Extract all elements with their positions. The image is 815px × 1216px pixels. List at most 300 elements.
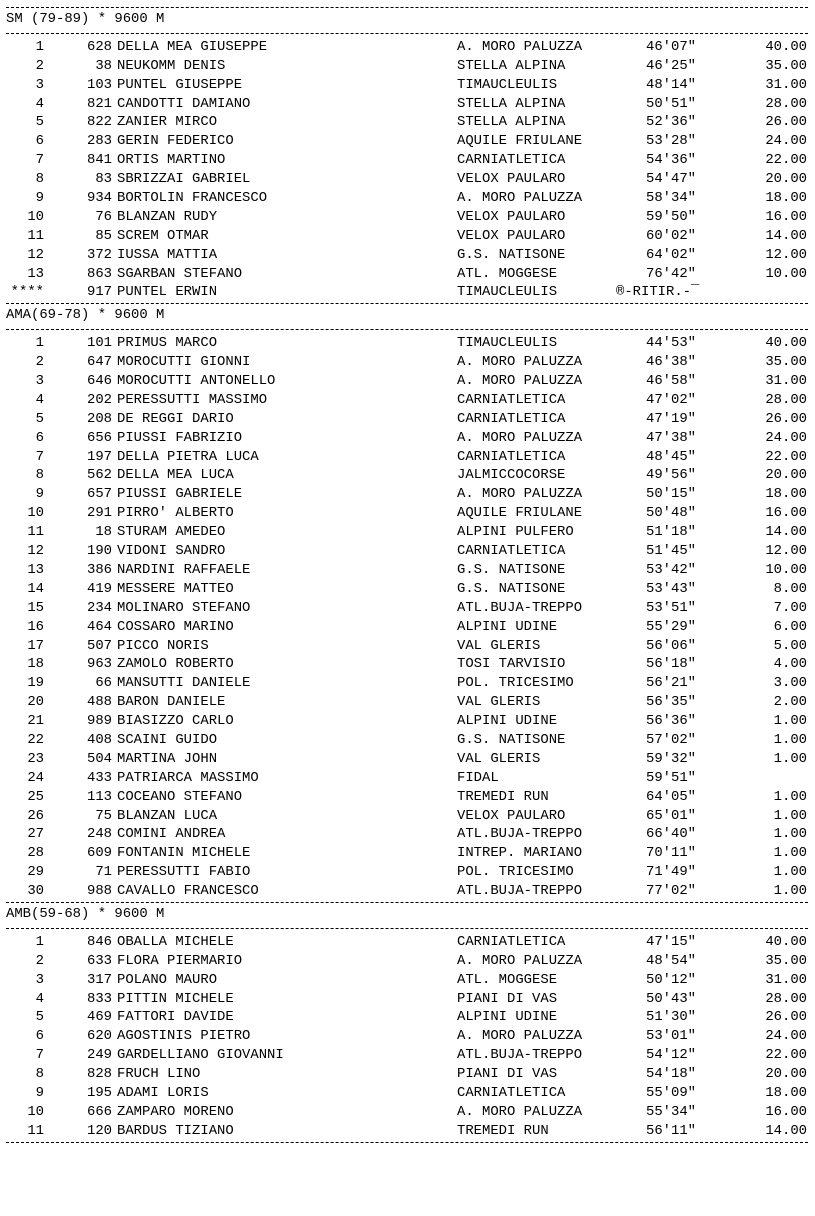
- cell-team: TREMEDI RUN: [457, 1122, 549, 1139]
- cell-rank: 22: [27, 731, 44, 748]
- cell-team: TOSI TARVISIO: [457, 656, 566, 673]
- table-row: [6, 1084, 811, 1103]
- cell-name: GERIN FEDERICO: [117, 133, 234, 150]
- cell-team: STELLA ALPINA: [457, 95, 566, 112]
- cell-name: AGOSTINIS PIETRO: [117, 1028, 251, 1045]
- cell-rank: 15: [27, 599, 44, 616]
- cell-team: AQUILE FRIULANE: [457, 133, 583, 150]
- cell-pts: 1.00: [773, 845, 807, 862]
- cell-name: PIUSSI GABRIELE: [117, 486, 243, 503]
- cell-bib: 76: [95, 208, 112, 225]
- table-row: [6, 712, 811, 731]
- cell-pts: 22.00: [765, 448, 807, 465]
- cell-bib: 917: [86, 284, 112, 301]
- cell-team: A. MORO PALUZZA: [457, 1028, 583, 1045]
- cell-bib: 408: [86, 731, 112, 748]
- cell-time: 76'42": [646, 265, 697, 282]
- table-row: [6, 750, 811, 769]
- cell-bib: 249: [86, 1047, 112, 1064]
- cell-time: 46'07": [646, 38, 697, 55]
- cell-rank: 7: [35, 1047, 44, 1064]
- cell-bib: 103: [86, 76, 112, 93]
- cell-rank: 2: [35, 952, 44, 969]
- cell-bib: 846: [86, 933, 112, 950]
- table-row: [6, 189, 811, 208]
- cell-team: ATL. MOGGESE: [457, 265, 558, 282]
- cell-pts: 20.00: [765, 171, 807, 188]
- cell-name: ZAMPARO MORENO: [117, 1103, 234, 1120]
- cell-time: 70'11": [646, 845, 697, 862]
- cell-name: BARON DANIELE: [117, 694, 226, 711]
- cell-time: 52'36": [646, 114, 697, 131]
- cell-team: VELOX PAULARO: [457, 227, 566, 244]
- cell-bib: 833: [86, 990, 112, 1007]
- cell-rank: 4: [35, 391, 44, 408]
- cell-team: A. MORO PALUZZA: [457, 354, 583, 371]
- cell-pts: 3.00: [773, 675, 807, 692]
- cell-bib: 433: [86, 769, 112, 786]
- cell-pts: 22.00: [765, 152, 807, 169]
- cell-pts: 20.00: [765, 1066, 807, 1083]
- cell-time: 56'18": [646, 656, 697, 673]
- cell-bib: 469: [86, 1009, 112, 1026]
- cell-team: ATL.BUJA-TREPPO: [457, 599, 583, 616]
- cell-bib: 863: [86, 265, 112, 282]
- cell-rank: 8: [35, 1066, 44, 1083]
- cell-pts: 4.00: [773, 656, 807, 673]
- cell-bib: 464: [86, 618, 112, 635]
- cell-name: ADAMI LORIS: [117, 1084, 209, 1101]
- cell-name: COSSARO MARINO: [117, 618, 234, 635]
- cell-rank: 3: [35, 373, 44, 390]
- cell-bib: 234: [86, 599, 112, 616]
- cell-time: 48'45": [646, 448, 697, 465]
- cell-name: DE REGGI DARIO: [117, 410, 234, 427]
- cell-time: 47'02": [646, 391, 697, 408]
- cell-bib: 38: [95, 57, 112, 74]
- cell-bib: 963: [86, 656, 112, 673]
- table-row: [6, 57, 811, 76]
- cell-rank: 10: [27, 1103, 44, 1120]
- cell-team: A. MORO PALUZZA: [457, 486, 583, 503]
- cell-team: ALPINI UDINE: [457, 1009, 558, 1026]
- cell-rank: 9: [35, 486, 44, 503]
- cell-time: 65'01": [646, 807, 697, 824]
- cell-team: ATL.BUJA-TREPPO: [457, 826, 583, 843]
- cell-time: 48'14": [646, 76, 697, 93]
- cell-rank: 1: [35, 335, 44, 352]
- cell-rank: 19: [27, 675, 44, 692]
- cell-time: 56'35": [646, 694, 697, 711]
- table-row: [6, 38, 811, 57]
- table-row: [6, 76, 811, 95]
- cell-rank: 25: [27, 788, 44, 805]
- cell-pts: 18.00: [765, 190, 807, 207]
- table-row: [6, 485, 811, 504]
- cell-pts: 31.00: [765, 971, 807, 988]
- cell-team: POL. TRICESIMO: [457, 675, 574, 692]
- cell-bib: 283: [86, 133, 112, 150]
- table-row: [6, 504, 811, 523]
- cell-rank: 4: [35, 95, 44, 112]
- cell-rank: 27: [27, 826, 44, 843]
- table-row: [6, 208, 811, 227]
- cell-rank: 14: [27, 580, 44, 597]
- cell-bib: 488: [86, 694, 112, 711]
- cell-rank: 3: [35, 76, 44, 93]
- cell-team: PIANI DI VAS: [457, 990, 558, 1007]
- cell-rank: 11: [27, 227, 44, 244]
- cell-time: 54'18": [646, 1066, 697, 1083]
- table-row: [6, 599, 811, 618]
- cell-rank: 13: [27, 561, 44, 578]
- cell-time: 59'50": [646, 208, 697, 225]
- cell-team: ALPINI UDINE: [457, 618, 558, 635]
- cell-team: TIMAUCLEULIS: [457, 284, 558, 301]
- table-row: [6, 844, 811, 863]
- table-row: [6, 246, 811, 265]
- table-row: [6, 952, 811, 971]
- cell-time: 53'28": [646, 133, 697, 150]
- cell-team: TREMEDI RUN: [457, 788, 549, 805]
- cell-rank: 1: [35, 933, 44, 950]
- cell-pts: 1.00: [773, 750, 807, 767]
- cell-time: 54'47": [646, 171, 697, 188]
- cell-time: 56'06": [646, 637, 697, 654]
- cell-time: 56'21": [646, 675, 697, 692]
- cell-rank: 1: [35, 38, 44, 55]
- cell-bib: 208: [86, 410, 112, 427]
- cell-name: BLANZAN LUCA: [117, 807, 218, 824]
- table-row: [6, 132, 811, 151]
- cell-time: 50'43": [646, 990, 697, 1007]
- cell-time: 64'05": [646, 788, 697, 805]
- cell-team: VELOX PAULARO: [457, 208, 566, 225]
- cell-time: 56'11": [646, 1122, 697, 1139]
- table-row: [6, 523, 811, 542]
- cell-pts: 8.00: [773, 580, 807, 597]
- cell-team: A. MORO PALUZZA: [457, 1103, 583, 1120]
- table-row: [6, 1103, 811, 1122]
- table-row: [6, 372, 811, 391]
- cell-pts: 40.00: [765, 933, 807, 950]
- section-title: AMA(69-78) * 9600 M: [6, 307, 165, 324]
- cell-time: 60'02": [646, 227, 697, 244]
- cell-name: FONTANIN MICHELE: [117, 845, 251, 862]
- cell-time: 46'25": [646, 57, 697, 74]
- cell-bib: 989: [86, 713, 112, 730]
- cell-team: A. MORO PALUZZA: [457, 373, 583, 390]
- table-row: [6, 693, 811, 712]
- cell-team: VELOX PAULARO: [457, 807, 566, 824]
- cell-pts: 6.00: [773, 618, 807, 635]
- cell-pts: 28.00: [765, 95, 807, 112]
- cell-pts: 1.00: [773, 864, 807, 881]
- table-row: [6, 863, 811, 882]
- cell-bib: 75: [95, 807, 112, 824]
- cell-time: 59'51": [646, 769, 697, 786]
- cell-name: SCAINI GUIDO: [117, 731, 218, 748]
- cell-name: PIRRO' ALBERTO: [117, 505, 234, 522]
- cell-name: OBALLA MICHELE: [117, 933, 234, 950]
- cell-pts: 35.00: [765, 952, 807, 969]
- cell-bib: 248: [86, 826, 112, 843]
- cell-rank: 10: [27, 208, 44, 225]
- cell-time: 53'43": [646, 580, 697, 597]
- cell-rank: 9: [35, 190, 44, 207]
- cell-rank: 7: [35, 152, 44, 169]
- table-row: [6, 807, 811, 826]
- cell-time: 55'09": [646, 1084, 697, 1101]
- cell-bib: 504: [86, 750, 112, 767]
- cell-team: INTREP. MARIANO: [457, 845, 583, 862]
- cell-team: STELLA ALPINA: [457, 57, 566, 74]
- cell-rank: ****: [10, 284, 44, 301]
- table-row: [6, 391, 811, 410]
- cell-bib: 507: [86, 637, 112, 654]
- cell-name: MOROCUTTI ANTONELLO: [117, 373, 276, 390]
- cell-team: FIDAL: [457, 769, 499, 786]
- cell-pts: 2.00: [773, 694, 807, 711]
- table-row: [6, 1065, 811, 1084]
- cell-bib: 71: [95, 864, 112, 881]
- cell-time: 54'36": [646, 152, 697, 169]
- cell-name: PERESSUTTI MASSIMO: [117, 391, 268, 408]
- cell-time: 55'29": [646, 618, 697, 635]
- table-row: [6, 933, 811, 952]
- cell-name: DELLA MEA LUCA: [117, 467, 234, 484]
- cell-rank: 3: [35, 971, 44, 988]
- cell-team: ATL. MOGGESE: [457, 971, 558, 988]
- cell-rank: 20: [27, 694, 44, 711]
- cell-bib: 202: [86, 391, 112, 408]
- cell-bib: 197: [86, 448, 112, 465]
- cell-time: 58'34": [646, 190, 697, 207]
- cell-bib: 195: [86, 1084, 112, 1101]
- cell-pts: 18.00: [765, 1084, 807, 1101]
- table-row: [6, 1008, 811, 1027]
- cell-name: POLANO MAURO: [117, 971, 218, 988]
- cell-bib: 190: [86, 543, 112, 560]
- cell-time: 47'15": [646, 933, 697, 950]
- cell-team: G.S. NATISONE: [457, 561, 566, 578]
- cell-rank: 26: [27, 807, 44, 824]
- cell-rank: 8: [35, 467, 44, 484]
- cell-name: NEUKOMM DENIS: [117, 57, 226, 74]
- cell-time: 47'38": [646, 429, 697, 446]
- cell-bib: 386: [86, 561, 112, 578]
- cell-time: 59'32": [646, 750, 697, 767]
- cell-team: PIANI DI VAS: [457, 1066, 558, 1083]
- table-row: [6, 637, 811, 656]
- table-row: [6, 466, 811, 485]
- table-row: [6, 788, 811, 807]
- cell-bib: 291: [86, 505, 112, 522]
- cell-time: 50'51": [646, 95, 697, 112]
- table-row: [6, 265, 811, 284]
- cell-rank: 11: [27, 1122, 44, 1139]
- cell-team: JALMICCOCORSE: [457, 467, 566, 484]
- cell-rank: 29: [27, 864, 44, 881]
- cell-pts: 24.00: [765, 1028, 807, 1045]
- cell-team: POL. TRICESIMO: [457, 864, 574, 881]
- cell-pts: 14.00: [765, 1122, 807, 1139]
- cell-time: 50'48": [646, 505, 697, 522]
- cell-team: VAL GLERIS: [457, 750, 541, 767]
- cell-name: DELLA MEA GIUSEPPE: [117, 38, 268, 55]
- table-row: [6, 990, 811, 1009]
- cell-name: IUSSA MATTIA: [117, 246, 218, 263]
- cell-team: ALPINI UDINE: [457, 713, 558, 730]
- cell-time: 49'56": [646, 467, 697, 484]
- cell-name: PERESSUTTI FABIO: [117, 864, 251, 881]
- cell-team: G.S. NATISONE: [457, 731, 566, 748]
- cell-name: SGARBAN STEFANO: [117, 265, 243, 282]
- cell-bib: 85: [95, 227, 112, 244]
- cell-pts: 35.00: [765, 57, 807, 74]
- cell-time: 64'02": [646, 246, 697, 263]
- cell-name: COCEANO STEFANO: [117, 788, 243, 805]
- sections-container: [6, 8, 811, 1143]
- cell-pts: 16.00: [765, 1103, 807, 1120]
- cell-team: TIMAUCLEULIS: [457, 76, 558, 93]
- cell-rank: 12: [27, 246, 44, 263]
- table-row: [6, 580, 811, 599]
- cell-bib: 666: [86, 1103, 112, 1120]
- cell-time: 51'30": [646, 1009, 697, 1026]
- cell-rank: 11: [27, 524, 44, 541]
- cell-team: CARNIATLETICA: [457, 933, 566, 950]
- cell-team: STELLA ALPINA: [457, 114, 566, 131]
- cell-time: 48'54": [646, 952, 697, 969]
- cell-pts: 26.00: [765, 410, 807, 427]
- cell-pts: 31.00: [765, 373, 807, 390]
- cell-time: 51'45": [646, 543, 697, 560]
- cell-rank: 7: [35, 448, 44, 465]
- cell-team: CARNIATLETICA: [457, 391, 566, 408]
- cell-bib: 628: [86, 38, 112, 55]
- cell-bib: 18: [95, 524, 112, 541]
- cell-pts: 14.00: [765, 524, 807, 541]
- table-row: [6, 227, 811, 246]
- cell-name: STURAM AMEDEO: [117, 524, 226, 541]
- cell-rank: 9: [35, 1084, 44, 1101]
- table-row: [6, 95, 811, 114]
- cell-bib: 113: [86, 788, 112, 805]
- cell-rank: 21: [27, 713, 44, 730]
- table-row: [6, 542, 811, 561]
- cell-rank: 6: [35, 429, 44, 446]
- cell-rank: 8: [35, 171, 44, 188]
- table-row: [6, 151, 811, 170]
- cell-name: PICCO NORIS: [117, 637, 209, 654]
- cell-pts: 20.00: [765, 467, 807, 484]
- cell-pts: 1.00: [773, 731, 807, 748]
- table-row: [6, 429, 811, 448]
- cell-bib: 120: [86, 1122, 112, 1139]
- cell-team: A. MORO PALUZZA: [457, 429, 583, 446]
- cell-team: A. MORO PALUZZA: [457, 38, 583, 55]
- cell-rank: 12: [27, 543, 44, 560]
- cell-time: 53'42": [646, 561, 697, 578]
- cell-name: PIUSSI FABRIZIO: [117, 429, 243, 446]
- cell-note: ®-RITIR.-¯: [616, 284, 700, 301]
- cell-pts: 16.00: [765, 505, 807, 522]
- cell-name: MOROCUTTI GIONNI: [117, 354, 251, 371]
- cell-name: CANDOTTI DAMIANO: [117, 95, 251, 112]
- cell-name: MARTINA JOHN: [117, 750, 218, 767]
- cell-name: SCREM OTMAR: [117, 227, 209, 244]
- cell-time: 56'36": [646, 713, 697, 730]
- cell-rank: 2: [35, 57, 44, 74]
- cell-time: 66'40": [646, 826, 697, 843]
- cell-name: FLORA PIERMARIO: [117, 952, 243, 969]
- cell-pts: 7.00: [773, 599, 807, 616]
- cell-bib: 934: [86, 190, 112, 207]
- cell-pts: 14.00: [765, 227, 807, 244]
- cell-name: PRIMUS MARCO: [117, 335, 218, 352]
- cell-team: CARNIATLETICA: [457, 543, 566, 560]
- table-row: [6, 655, 811, 674]
- cell-time: 55'34": [646, 1103, 697, 1120]
- cell-pts: 40.00: [765, 335, 807, 352]
- cell-rank: 10: [27, 505, 44, 522]
- cell-team: VAL GLERIS: [457, 694, 541, 711]
- cell-name: NARDINI RAFFAELE: [117, 561, 251, 578]
- cell-pts: 1.00: [773, 807, 807, 824]
- cell-team: ALPINI PULFERO: [457, 524, 574, 541]
- cell-pts: 10.00: [765, 561, 807, 578]
- table-row: [6, 674, 811, 693]
- section-title: SM (79-89) * 9600 M: [6, 11, 165, 27]
- cell-rank: 17: [27, 637, 44, 654]
- cell-rank: 4: [35, 990, 44, 1007]
- cell-pts: 28.00: [765, 990, 807, 1007]
- table-row: [6, 618, 811, 637]
- cell-pts: 24.00: [765, 133, 807, 150]
- cell-rank: 23: [27, 750, 44, 767]
- cell-time: 47'19": [646, 410, 697, 427]
- cell-name: BARDUS TIZIANO: [117, 1122, 234, 1139]
- cell-time: 53'01": [646, 1028, 697, 1045]
- cell-pts: 22.00: [765, 1047, 807, 1064]
- cell-time: 53'51": [646, 599, 697, 616]
- cell-name: DELLA PIETRA LUCA: [117, 448, 259, 465]
- table-row: [6, 1122, 811, 1141]
- cell-bib: 841: [86, 152, 112, 169]
- cell-name: BLANZAN RUDY: [117, 208, 218, 225]
- cell-rank: 30: [27, 883, 44, 900]
- cell-team: TIMAUCLEULIS: [457, 335, 558, 352]
- table-row-retired: [6, 283, 811, 302]
- cell-time: 50'15": [646, 486, 697, 503]
- section-title: AMB(59-68) * 9600 M: [6, 905, 165, 922]
- table-row: [6, 410, 811, 429]
- cell-name: BIASIZZO CARLO: [117, 713, 234, 730]
- cell-pts: 28.00: [765, 391, 807, 408]
- cell-rank: 5: [35, 410, 44, 427]
- cell-rank: 6: [35, 133, 44, 150]
- cell-bib: 647: [86, 354, 112, 371]
- table-row: [6, 561, 811, 580]
- cell-name: ORTIS MARTINO: [117, 152, 226, 169]
- cell-time: 71'49": [646, 864, 697, 881]
- cell-pts: 26.00: [765, 114, 807, 131]
- cell-pts: 12.00: [765, 543, 807, 560]
- cell-name: FATTORI DAVIDE: [117, 1009, 234, 1026]
- cell-bib: 821: [86, 95, 112, 112]
- table-row: [6, 1046, 811, 1065]
